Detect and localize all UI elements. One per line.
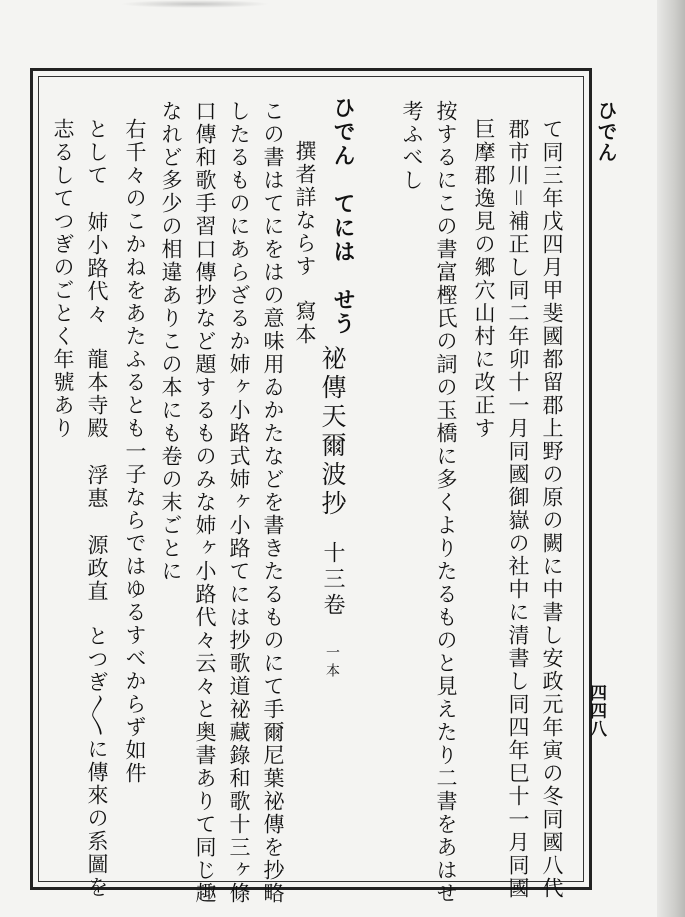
lineage-column [86, 118, 107, 899]
text-column-2: 郡市川＝補正し同二年卯十一月同國御嶽の社中に清書し同四年巳十一月同國 [506, 118, 530, 900]
lineage-name-1: 姉小路代々 [85, 211, 109, 326]
text-column-1: て同三年戊四月甲斐國都留郡上野の原の闕に中書し安政元年寅の冬同國八代 [540, 118, 564, 900]
text-column-4: 按するにこの書富樫氏の詞の玉橋に多くよりたるものと見えたり二書をあはせ [434, 100, 458, 905]
text-column-11: なれど多少の相違ありこの本にも卷の末ごとに [159, 100, 183, 583]
title-volumes: 十三卷 [320, 541, 345, 619]
lineage-name-2: 龍本寺殿 [85, 348, 109, 440]
lineage-name-4: 源政直 [85, 534, 109, 603]
lineage-tail: とつぎ〳〵に傳來の系圖を [85, 625, 109, 899]
text-column-5: 考ふべし [400, 100, 424, 192]
running-head: ひでん [594, 100, 618, 163]
scan-page-edge [657, 0, 685, 917]
text-column-3: 巨摩郡逸見の郷穴山村に改正す [472, 118, 496, 440]
author-note [294, 140, 315, 346]
text-column-10: 口傳和歌手習口傳抄など題するものみな姉ヶ小路代々云々と奥書ありて同じ趣 [193, 100, 217, 905]
entry-title [320, 345, 345, 681]
manuscript-note: 寫本 [293, 300, 317, 346]
title-copy-count: 一本 [324, 645, 340, 681]
text-column-9: したるものにあらざるか姉ヶ小路式姉ヶ小路てには抄歌道祕藏錄和歌十三ヶ條 [227, 100, 251, 905]
text-column-14: 志るしてつぎのごとく年號あり [51, 118, 75, 440]
author-unknown: 撰者詳ならす [293, 140, 317, 278]
text-column-8: この書はてにをはの意味用ゐかたなどを書きたるものにて手爾尼葉祕傳を抄略 [261, 100, 285, 905]
text-column-12: 右千々のこかねをあたふるとも一子ならではゆるすべからず如件 [123, 118, 147, 785]
lineage-intro: として [85, 118, 109, 187]
entry-heading: ひでん てには せう [330, 96, 356, 336]
lineage-name-3: 浮惠 [85, 464, 109, 510]
scan-smudge [120, 0, 270, 8]
title-main: 祕傳天爾波抄 [318, 345, 347, 519]
page-number: 四四八 [586, 684, 606, 738]
